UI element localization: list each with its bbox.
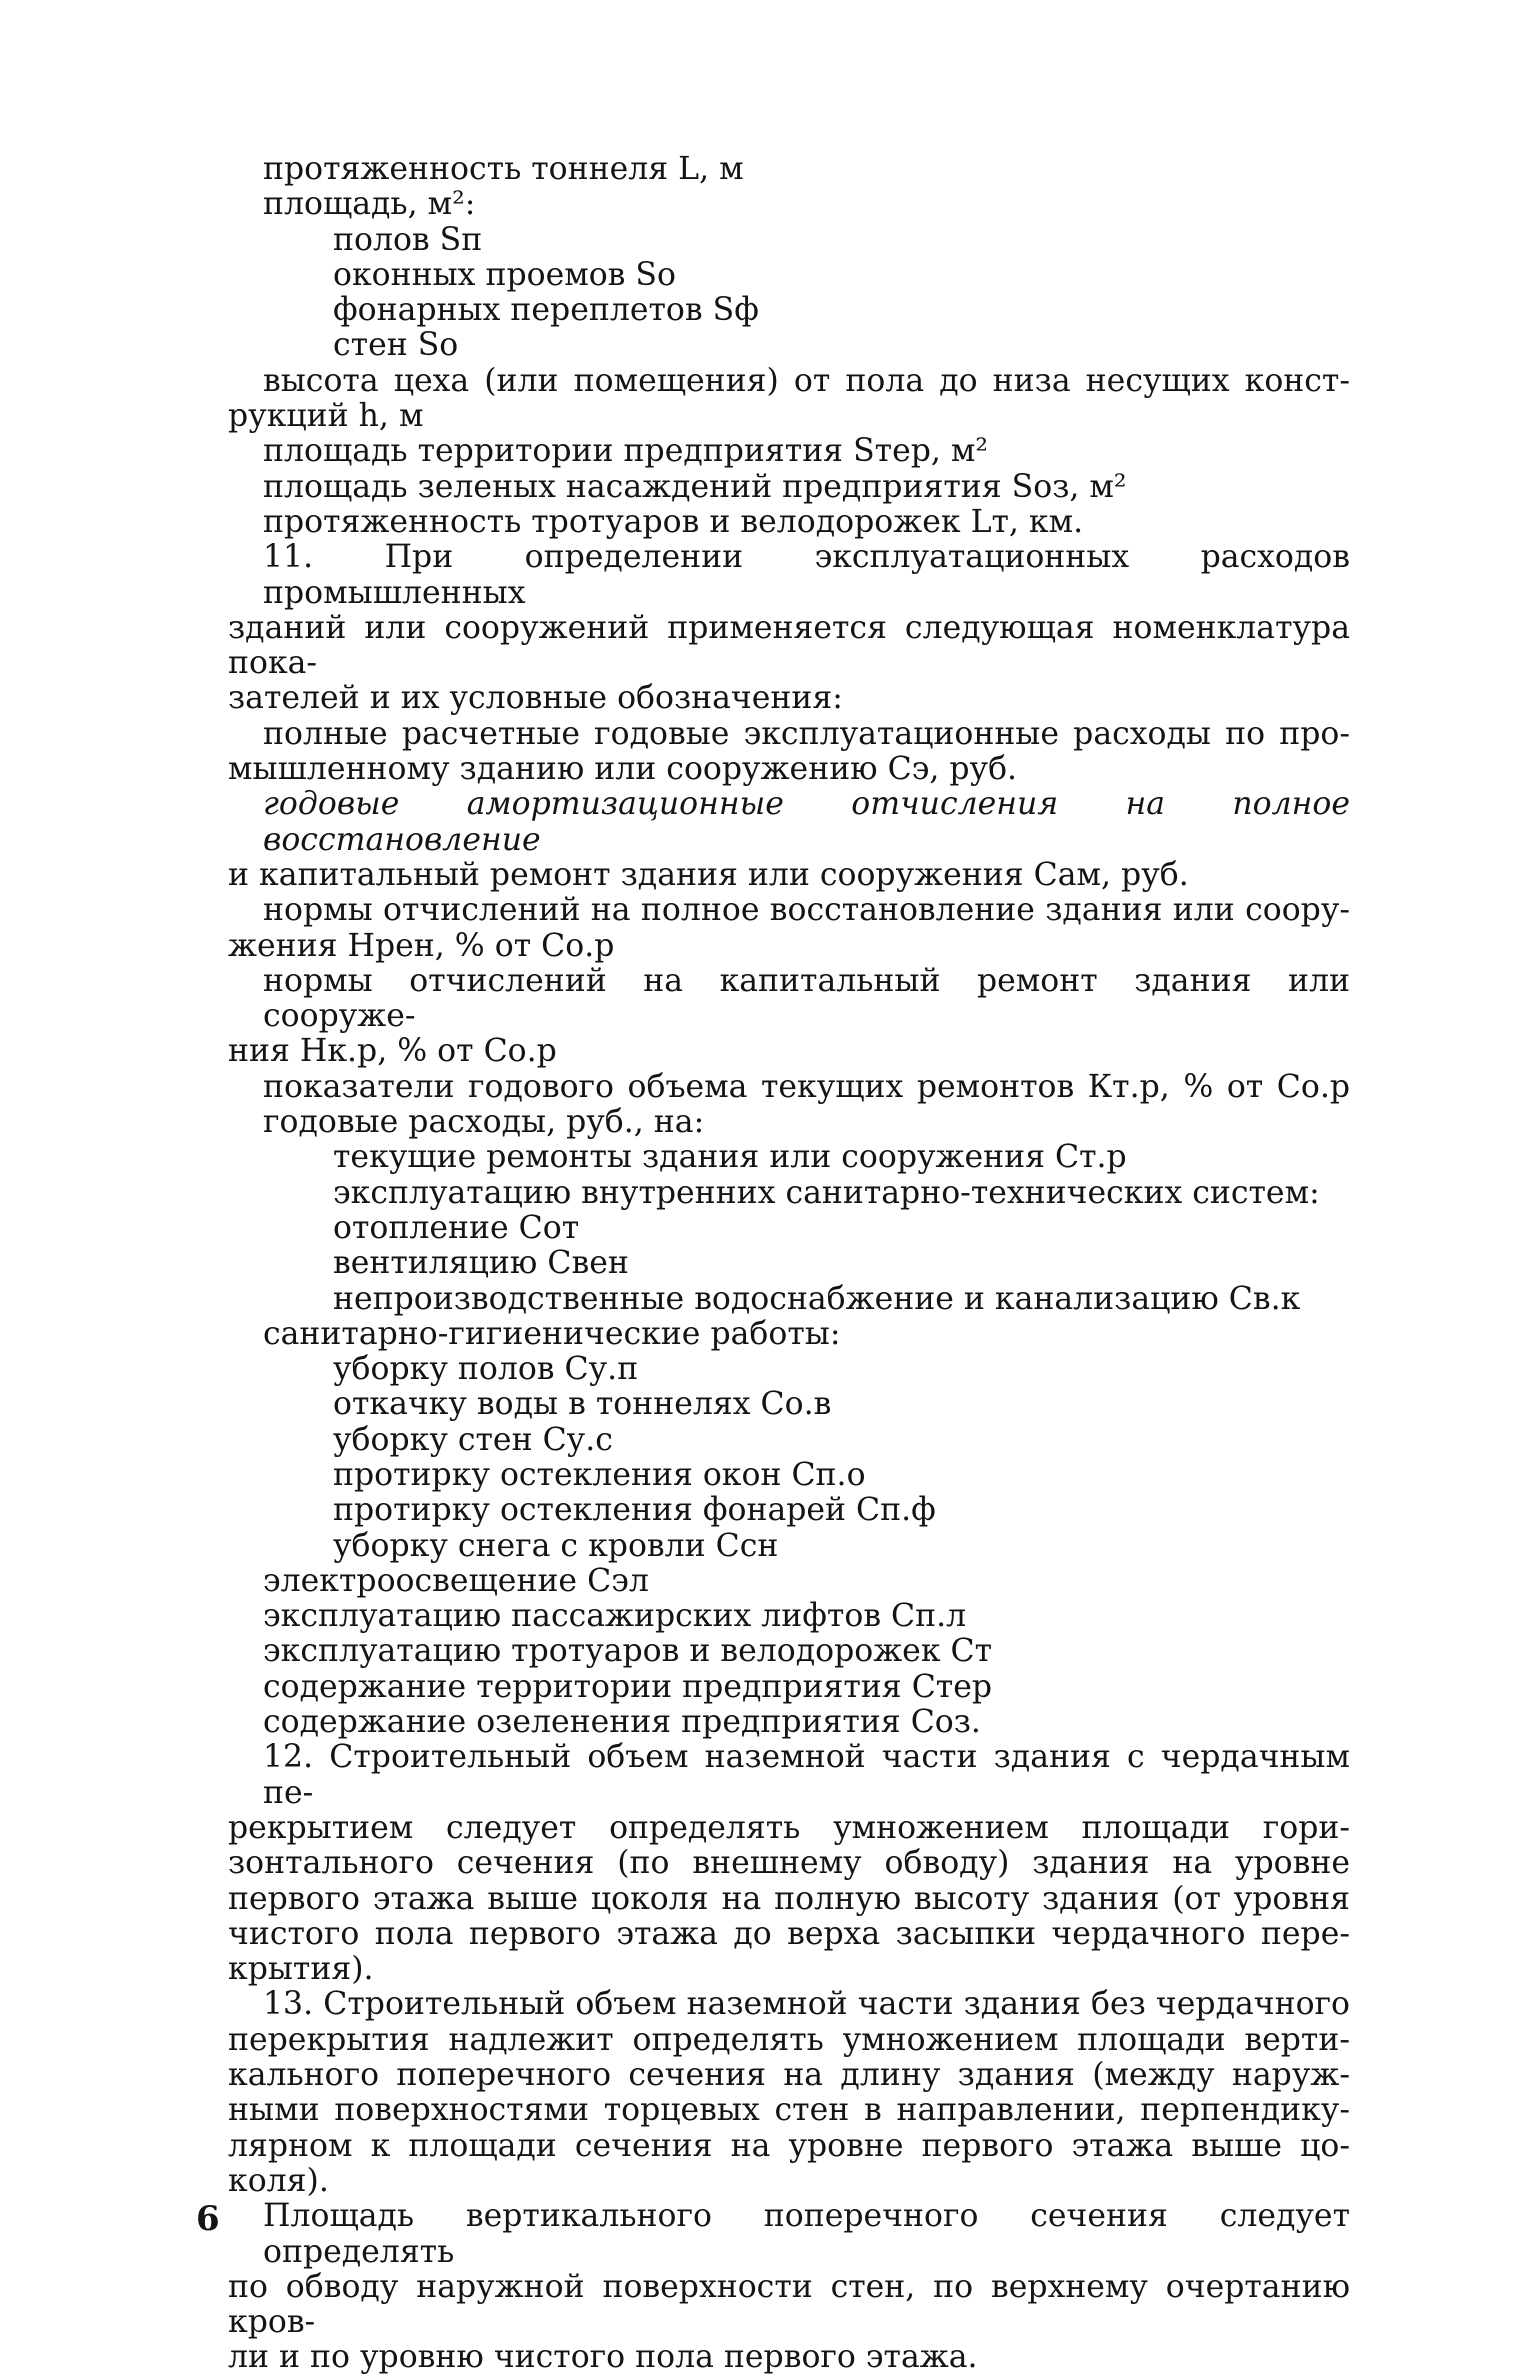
text-line: оконных проемов Sо xyxy=(333,256,676,293)
page-number: 6 xyxy=(196,2199,220,2239)
text-line: Площадь вертикального поперечного сечения следует определять xyxy=(263,2198,1350,2270)
text-line: эксплуатацию тротуаров и велодорожек Ст xyxy=(263,1633,993,1670)
text-line: ли и по уровню чистого пола первого этажа. xyxy=(228,2339,978,2376)
text-line: откачку воды в тоннелях Со.в xyxy=(333,1386,832,1423)
text-line: показатели годового объема текущих ремонтов Кт.р, % от Со.р xyxy=(263,1068,1350,1105)
text-line: кального поперечного сечения на длину здания (между наруж- xyxy=(228,2057,1350,2094)
text-line: коля). xyxy=(228,2162,329,2199)
text-line: рукций h, м xyxy=(228,398,424,435)
text-line: 12. Строительный объем наземной части здания с чердачным пе- xyxy=(263,1739,1350,1811)
text-line: зонтального сечения (по внешнему обводу) здания на уровне xyxy=(228,1845,1350,1882)
text-line: зателей и их условные обозначения: xyxy=(228,680,843,717)
text-line: протяженность тротуаров и велодорожек Lт, км. xyxy=(263,503,1084,540)
text-line: перекрытия надлежит определять умножением площади верти- xyxy=(228,2021,1350,2058)
text-line: площадь, м²: xyxy=(263,186,476,223)
text-line: полные расчетные годовые эксплуатационные расходы по про- xyxy=(263,715,1350,752)
text-line: непроизводственные водоснабжение и канализацию Св.к xyxy=(333,1280,1301,1317)
text-line: уборку стен Су.с xyxy=(333,1421,613,1458)
text-line: протирку остекления фонарей Сп.ф xyxy=(333,1492,936,1529)
text-line: годовые расходы, руб., на: xyxy=(263,1104,705,1141)
text-line: текущие ремонты здания или сооружения Ст.р xyxy=(333,1139,1127,1176)
text-line: чистого пола первого этажа до верха засыпки чердачного пере- xyxy=(228,1915,1350,1952)
text-line: первого этажа выше цоколя на полную высоту здания (от уровня xyxy=(228,1880,1350,1917)
text-line: 13. Строительный объем наземной части здания без чердачного xyxy=(263,1986,1350,2023)
text-line: содержание территории предприятия Стер xyxy=(263,1668,993,1705)
text-line: стен Sо xyxy=(333,327,459,364)
text-line: содержание озеленения предприятия Соз. xyxy=(263,1704,981,1741)
text-line: ными поверхностями торцевых стен в направлении, перпендику- xyxy=(228,2092,1350,2129)
text-line: нормы отчислений на полное восстановление здания или соору- xyxy=(263,892,1350,929)
text-line: фонарных переплетов Sф xyxy=(333,292,759,329)
text-line: жения Нрен, % от Со.р xyxy=(228,927,615,964)
text-line: уборку снега с кровли Ссн xyxy=(333,1527,779,1564)
text-line: уборку полов Су.п xyxy=(333,1351,639,1388)
text-line: протяженность тоннеля L, м xyxy=(263,151,744,187)
text-line: площадь территории предприятия Sтер, м² xyxy=(263,433,989,470)
text-line: лярном к площади сечения на уровне первого этажа выше цо- xyxy=(228,2127,1350,2164)
text-line: протирку остекления окон Сп.о xyxy=(333,1456,866,1493)
text-line: зданий или сооружений применяется следующая номенклатура пока- xyxy=(228,609,1350,682)
text-line: отопление Сот xyxy=(333,1209,580,1246)
text-line: нормы отчислений на капитальный ремонт здания или сооруже- xyxy=(263,962,1350,1035)
text-line: эксплуатацию внутренних санитарно-технических систем: xyxy=(333,1174,1320,1211)
text-line: годовые амортизационные отчисления на полное восстановление xyxy=(263,786,1350,858)
text-line: высота цеха (или помещения) от пола до низа несущих конст- xyxy=(263,362,1350,399)
text-line: рекрытием следует определять умножением площади гори- xyxy=(228,1809,1350,1846)
text-line: вентиляцию Свен xyxy=(333,1245,629,1282)
text-line: мышленному зданию или сооружению Сэ, руб. xyxy=(228,751,1018,788)
text-line: электроосвещение Сэл xyxy=(263,1562,649,1599)
text-line: площадь зеленых насаждений предприятия Sоз, м² xyxy=(263,468,1127,505)
text-line: полов Sп xyxy=(333,221,483,258)
text-line: по обводу наружной поверхности стен, по верхнему очертанию кров- xyxy=(228,2268,1350,2341)
text-body xyxy=(0,152,1535,2376)
text-line: 11. При определении эксплуатационных расходов промышленных xyxy=(263,539,1350,611)
text-line: и капитальный ремонт здания или сооружения Сам, руб. xyxy=(228,856,1189,893)
text-line: эксплуатацию пассажирских лифтов Сп.л xyxy=(263,1598,967,1635)
text-line: ния Нк.р, % от Со.р xyxy=(228,1033,557,1070)
text-line: санитарно-гигиенические работы: xyxy=(263,1315,841,1352)
text-line: крытия). xyxy=(228,1951,374,1988)
